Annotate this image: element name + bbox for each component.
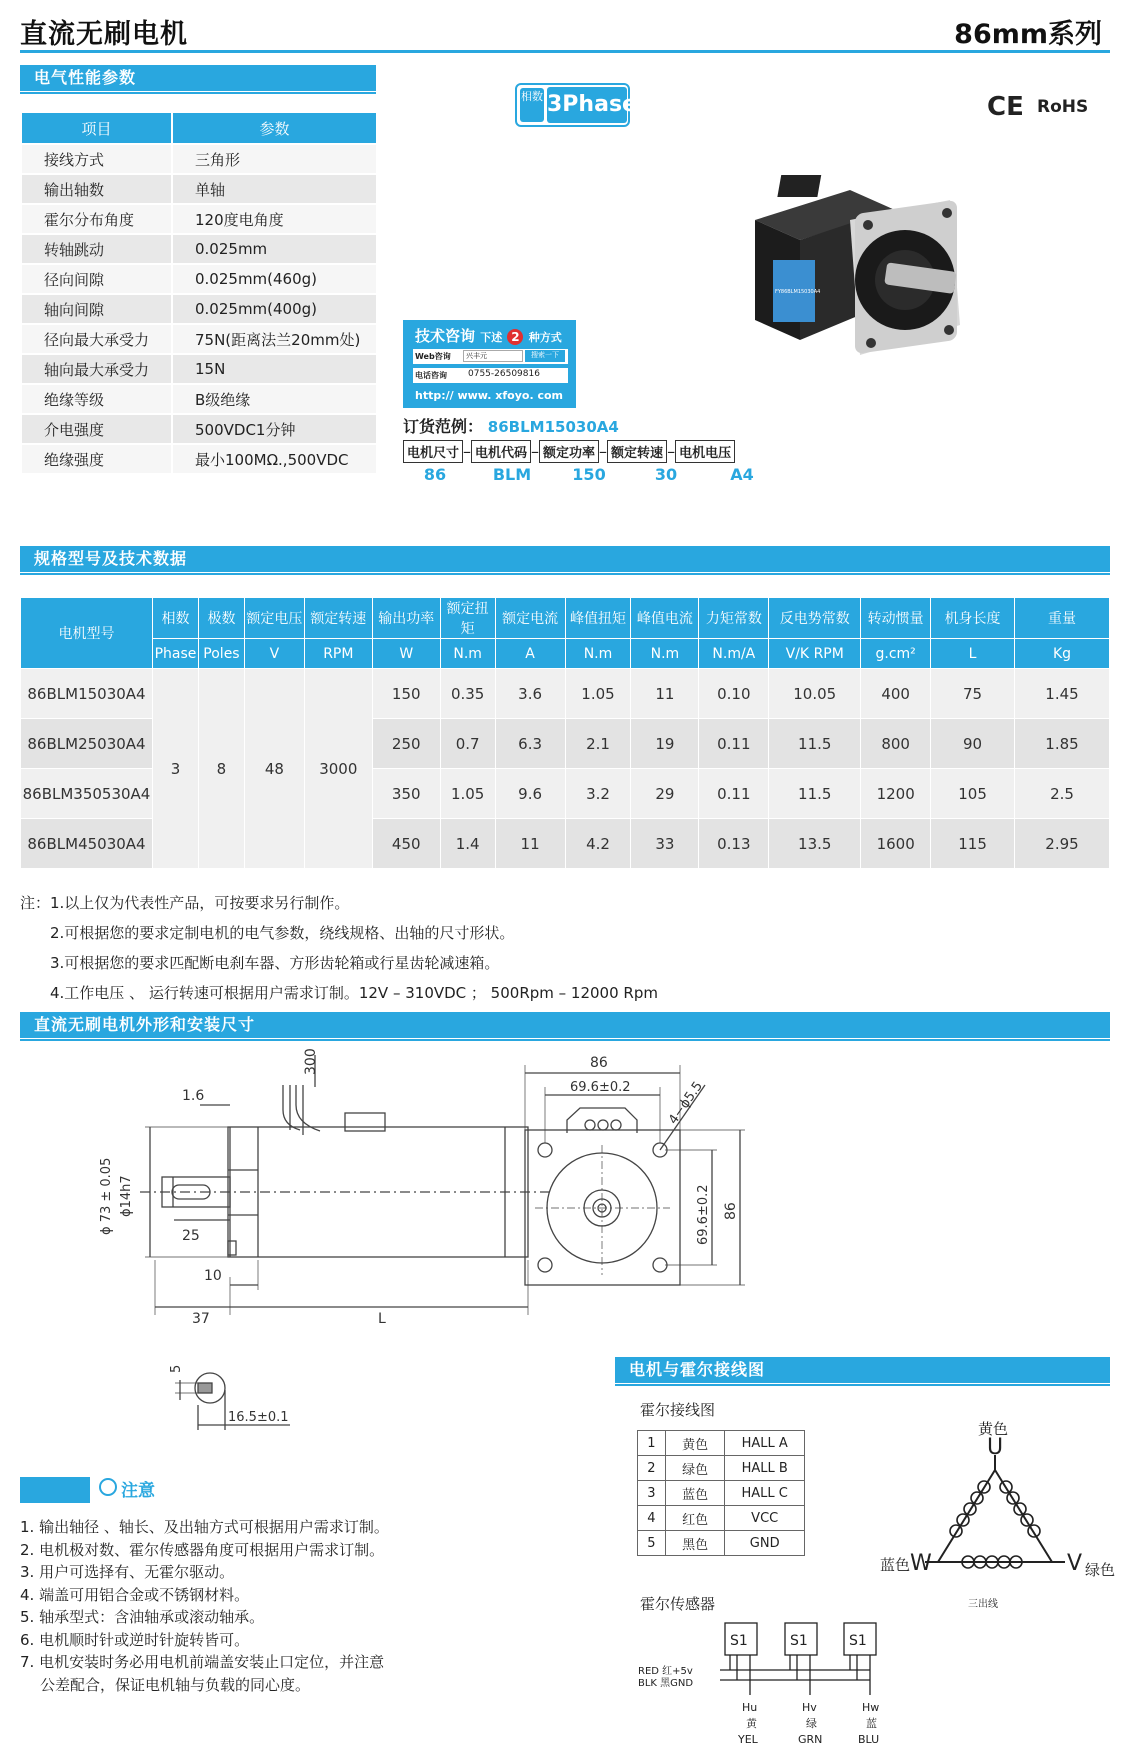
tel-label: 电话咨询 (415, 371, 447, 380)
electrical-row (21, 264, 377, 294)
section-electrical-label: 电气性能参数 (34, 68, 137, 87)
front-view-drawing (505, 1045, 765, 1290)
hall-signal: VCC (725, 1506, 805, 1531)
spec-cell: 450 (372, 819, 440, 869)
electrical-value: 120度电角度 (172, 204, 377, 234)
dim-h86: 86 (723, 1202, 739, 1220)
out-hw-cn: 蓝 (866, 1717, 877, 1730)
hall-num: 4 (638, 1506, 666, 1531)
spec-model: 86BLM25030A4 (21, 719, 153, 769)
caution-list (20, 1516, 540, 1696)
spec-header-model: 电机型号 (21, 598, 153, 669)
out-hv-en: GRN (798, 1733, 823, 1746)
spec-cell: 1.85 (1015, 719, 1110, 769)
spec-cell: 1.4 (440, 819, 495, 869)
spec-unit: A (495, 639, 565, 669)
spec-header: 机身长度 (931, 598, 1015, 639)
spec-cell: 1.05 (565, 669, 631, 719)
hall-title: 霍尔接线图 (640, 1401, 716, 1419)
order-val-code: BLM (492, 465, 532, 484)
order-part-power: 额定功率 (539, 440, 599, 463)
series-title: 86mm系列 (954, 19, 1102, 50)
dim-shaft: ϕ14h7 (119, 1175, 134, 1217)
triangle-diagram (880, 1420, 1116, 1610)
order-val-size: 86 (423, 465, 447, 484)
tech-consult-box (403, 320, 576, 408)
electrical-value: 0.025mm(460g) (172, 264, 377, 294)
hall-row (638, 1531, 805, 1556)
electrical-item: 径向间隙 (21, 264, 172, 294)
electrical-item: 输出轴数 (21, 174, 172, 204)
tri-top-label: 黄色 (978, 1420, 1009, 1438)
electrical-value: 15N (172, 354, 377, 384)
tri-right-label: 绿色 (1085, 1561, 1116, 1579)
phase-badge (515, 83, 637, 127)
caution-item-4: 4. 端盖可用铝合金或不锈钢材料。 (20, 1585, 250, 1604)
spec-unit: RPM (304, 639, 372, 669)
hall-signal: GND (725, 1531, 805, 1556)
sensor-diagram (630, 1615, 910, 1760)
dim-lead: 300 (303, 1048, 319, 1075)
sensor-2: S1 (790, 1633, 808, 1649)
sensor-blk: BLK 黑GND (638, 1678, 694, 1689)
key-detail-drawing (160, 1355, 330, 1440)
web-label: Web咨询 (415, 352, 451, 361)
electrical-value: B级绝缘 (172, 384, 377, 414)
header-rule (20, 50, 1110, 53)
hall-row (638, 1431, 805, 1456)
caution-item-1: 1. 输出轴径 、轴长、及出轴方式可根据用户需求订制。 (20, 1518, 389, 1536)
tech-sub-pre: 下述 (480, 331, 503, 344)
spec-header: 额定转速 (304, 598, 372, 639)
sensor-red: RED 红+5v (638, 1666, 693, 1677)
out-hu-cn: 黄 (746, 1717, 757, 1730)
web-search-button[interactable]: 搜索一下 (525, 350, 565, 362)
spec-cell: 11.5 (769, 769, 861, 819)
side-view-drawing (100, 1045, 500, 1355)
spec-cell: 105 (931, 769, 1015, 819)
dim-bolt: 69.6±0.2 (570, 1080, 631, 1095)
page-title: 直流无刷电机 (20, 19, 188, 50)
order-code: 86BLM15030A4 (487, 418, 619, 436)
tri-u: U (987, 1435, 1004, 1460)
note-1: 注：1.以上仅为代表性产品，可按要求另行制作。 (20, 894, 350, 912)
hall-num: 5 (638, 1531, 666, 1556)
order-label: 订货范例： (403, 417, 484, 436)
caution-item-5: 5. 轴承型式：含油轴承或滚动轴承。 (20, 1608, 265, 1626)
spec-cell: 29 (631, 769, 699, 819)
spec-header: 极数 (198, 598, 244, 639)
motor-photo (735, 165, 970, 395)
electrical-item: 介电强度 (21, 414, 172, 444)
spec-header: 反电势常数 (769, 598, 861, 639)
electrical-row (21, 384, 377, 414)
dim-keyw: 16.5±0.1 (228, 1410, 289, 1425)
spec-cell: 2.1 (565, 719, 631, 769)
hall-signal: HALL C (725, 1481, 805, 1506)
spec-cell: 10.05 (769, 669, 861, 719)
note-3: 3.可根据您的要求匹配断电刹车器、方形齿轮箱或行星齿轮减速箱。 (50, 954, 500, 972)
spec-cell: 19 (631, 719, 699, 769)
caution-item-7: 7. 电机安装时务必用电机前端盖安装止口定位，并注意 (20, 1653, 385, 1671)
spec-cell: 1.45 (1015, 669, 1110, 719)
electrical-row (21, 144, 377, 174)
spec-cell: 6.3 (495, 719, 565, 769)
dim-hole: 4−ϕ5.5 (665, 1079, 707, 1128)
hall-signal: HALL B (725, 1456, 805, 1481)
spec-model: 86BLM45030A4 (21, 819, 153, 869)
spec-cell: 9.6 (495, 769, 565, 819)
out-hu-en: YEL (738, 1733, 758, 1746)
spec-header: 额定电流 (495, 598, 565, 639)
spec-unit: N.m/A (699, 639, 769, 669)
note-4: 4.工作电压 、 运行转速可根据用户需求订制。12V – 310VDC ； 500Rpm – 12000 Rpm (50, 984, 658, 1002)
spec-cell: 13.5 (769, 819, 861, 869)
spec-header: 相数 (152, 598, 198, 639)
caution-title: 注意 (121, 1481, 155, 1501)
notes (20, 888, 1110, 1008)
electrical-item: 绝缘等级 (21, 384, 172, 414)
hall-num: 2 (638, 1456, 666, 1481)
spec-unit: V (244, 639, 304, 669)
spec-cell: 150 (372, 669, 440, 719)
electrical-row (21, 294, 377, 324)
spec-header: 力矩常数 (699, 598, 769, 639)
electrical-row (21, 444, 377, 474)
sensor-1: S1 (730, 1633, 748, 1649)
spec-cell: 3.2 (565, 769, 631, 819)
caution-item-3: 3. 用户可选择有、无霍尔驱动。 (20, 1563, 235, 1581)
spec-header: 转动惯量 (861, 598, 931, 639)
electrical-item: 轴向间隙 (21, 294, 172, 324)
spec-cell: 3.6 (495, 669, 565, 719)
tri-v: V (1067, 1551, 1083, 1576)
phase-badge-small: 相数 (520, 88, 544, 122)
phase-badge-label: 3Phase (547, 87, 627, 123)
section-dims-label: 直流无刷电机外形和安装尺寸 (34, 1015, 256, 1034)
electrical-item: 径向最大承受力 (21, 324, 172, 354)
spec-shared-phase: 3 (152, 669, 198, 869)
electrical-value: 最小100MΩ.,500VDC (172, 444, 377, 474)
spec-cell: 90 (931, 719, 1015, 769)
spec-unit: N.m (565, 639, 631, 669)
hall-num: 1 (638, 1431, 666, 1456)
hall-color: 黑色 (665, 1531, 725, 1556)
spec-header: 重量 (1015, 598, 1110, 639)
electrical-value: 单轴 (172, 174, 377, 204)
spec-cell: 1.05 (440, 769, 495, 819)
section-wiring-label: 电机与霍尔接线图 (629, 1360, 766, 1379)
tech-sub-num: 2 (507, 329, 523, 345)
out-hv-cn: 绿 (806, 1717, 817, 1730)
tech-title: 技术咨询 (415, 327, 476, 345)
spec-unit: N.m (631, 639, 699, 669)
caution-item-6: 6. 电机顺时针或逆时针旋转皆可。 (20, 1630, 250, 1649)
spec-cell: 0.35 (440, 669, 495, 719)
sensor-title: 霍尔传感器 (640, 1595, 716, 1613)
electrical-item: 霍尔分布角度 (21, 204, 172, 234)
spec-cell: 33 (631, 819, 699, 869)
electrical-value: 0.025mm(400g) (172, 294, 377, 324)
spec-cell: 75 (931, 669, 1015, 719)
hall-row (638, 1506, 805, 1531)
tri-left-label: 蓝色 (880, 1556, 911, 1574)
order-part-speed: 额定转速 (607, 440, 667, 463)
electrical-row (21, 174, 377, 204)
order-val-speed: 30 (654, 465, 678, 484)
electrical-row (21, 234, 377, 264)
hall-row (638, 1456, 805, 1481)
spec-cell: 0.10 (699, 669, 769, 719)
spec-cell: 0.7 (440, 719, 495, 769)
web-search-input[interactable]: 兴丰元 (463, 350, 523, 362)
dim-25: 25 (182, 1228, 200, 1244)
order-val-voltage: A4 (730, 465, 754, 484)
order-parts: 电机尺寸 – 电机代码 – 额定功率 – 额定转速 – 电机电压 (403, 440, 735, 463)
hall-color: 蓝色 (665, 1481, 725, 1506)
spec-unit: g.cm² (861, 639, 931, 669)
hall-color: 绿色 (665, 1456, 725, 1481)
spec-unit: N.m (440, 639, 495, 669)
spec-cell: 2.95 (1015, 819, 1110, 869)
dim-h69: 69.6±0.2 (696, 1184, 711, 1245)
electrical-item: 绝缘强度 (21, 444, 172, 474)
electrical-item: 接线方式 (21, 144, 172, 174)
spec-header: 额定扭矩 (440, 598, 495, 639)
electrical-header-param: 参数 (172, 112, 377, 144)
dim-L: L (378, 1311, 386, 1327)
spec-shared-poles: 8 (198, 669, 244, 869)
spec-unit: W (372, 639, 440, 669)
hall-num: 3 (638, 1481, 666, 1506)
spec-cell: 0.11 (699, 719, 769, 769)
electrical-value: 75N(距离法兰20mm处) (172, 324, 377, 354)
dim-10: 10 (204, 1268, 222, 1284)
order-part-voltage: 电机电压 (675, 440, 735, 463)
out-hw-en: BLU (858, 1733, 880, 1746)
spec-cell: 11 (495, 819, 565, 869)
order-val-power: 150 (572, 465, 606, 484)
tri-caption: 三出线 (968, 1599, 998, 1610)
spec-cell: 800 (861, 719, 931, 769)
caution-item-2: 2. 电机极对数、霍尔传感器角度可根据用户需求订制。 (20, 1540, 385, 1559)
spec-cell: 2.5 (1015, 769, 1110, 819)
out-hv: Hv (802, 1701, 817, 1714)
hall-color: 黄色 (665, 1431, 725, 1456)
dim-flange: 1.6 (182, 1088, 205, 1104)
spec-model: 86BLM15030A4 (21, 669, 153, 719)
spec-cell: 400 (861, 669, 931, 719)
rohs-mark: RoHS (1037, 97, 1089, 117)
electrical-header-row (21, 112, 377, 144)
spec-cell: 11 (631, 669, 699, 719)
order-part-code: 电机代码 (471, 440, 531, 463)
spec-unit-row (21, 639, 1110, 669)
spec-table (20, 597, 1110, 869)
spec-shared-voltage: 48 (244, 669, 304, 869)
electrical-table (20, 111, 378, 475)
tri-w: W (910, 1551, 932, 1576)
order-example (403, 414, 619, 437)
hall-row (638, 1481, 805, 1506)
spec-cell: 0.11 (699, 769, 769, 819)
electrical-item: 转轴跳动 (21, 234, 172, 264)
electrical-item: 轴向最大承受力 (21, 354, 172, 384)
spec-model: 86BLM350530A4 (21, 769, 153, 819)
out-hu: Hu (742, 1701, 758, 1714)
section-wiring (615, 1357, 1110, 1383)
spec-header: 峰值扭矩 (565, 598, 631, 639)
spec-cell: 1600 (861, 819, 931, 869)
spec-unit: Poles (198, 639, 244, 669)
dim-dia: ϕ 73 ± 0.05 (99, 1157, 114, 1235)
spec-header-row (21, 598, 1110, 639)
spec-cell: 250 (372, 719, 440, 769)
sensor-3: S1 (849, 1633, 867, 1649)
section-electrical (20, 65, 376, 91)
hall-table (637, 1430, 805, 1556)
tel-number: 0755-26509816 (468, 369, 540, 379)
hall-color: 红色 (665, 1506, 725, 1531)
electrical-row (21, 324, 377, 354)
spec-cell: 11.5 (769, 719, 861, 769)
spec-shared-speed: 3000 (304, 669, 372, 869)
electrical-row (21, 414, 377, 444)
note-2: 2.可根据您的要求定制电机的电气参数，绕线规格、出轴的尺寸形状。 (50, 924, 515, 942)
spec-cell: 1200 (861, 769, 931, 819)
spec-header: 输出功率 (372, 598, 440, 639)
spec-cell: 115 (931, 819, 1015, 869)
spec-unit: L (931, 639, 1015, 669)
section-spec (20, 546, 1110, 572)
electrical-header-item: 项目 (21, 112, 172, 144)
section-dims (20, 1012, 1110, 1038)
dim-37: 37 (192, 1311, 210, 1327)
electrical-value: 0.025mm (172, 234, 377, 264)
spec-cell: 4.2 (565, 819, 631, 869)
electrical-value: 500VDC1分钟 (172, 414, 377, 444)
spec-header: 额定电压 (244, 598, 304, 639)
caution-item-7b: 公差配合，保证电机轴与负载的同心度。 (40, 1675, 311, 1694)
order-part-size: 电机尺寸 (403, 440, 463, 463)
tech-sub-post: 种方式 (528, 331, 562, 344)
electrical-value: 三角形 (172, 144, 377, 174)
out-hw: Hw (862, 1701, 880, 1714)
caution-bar (20, 1477, 90, 1503)
spec-cell: 0.13 (699, 819, 769, 869)
caution-icon (99, 1478, 117, 1496)
spec-cell: 350 (372, 769, 440, 819)
section-spec-label: 规格型号及技术数据 (34, 549, 188, 568)
tech-url[interactable]: http:// www. xfoyo. com (415, 389, 563, 402)
nameplate-text: FY86BLM15030A4 (775, 289, 821, 295)
spec-row (21, 669, 1110, 719)
electrical-row (21, 204, 377, 234)
dim-w86: 86 (590, 1055, 608, 1071)
electrical-row (21, 354, 377, 384)
spec-unit: Phase (152, 639, 198, 669)
spec-unit: Kg (1015, 639, 1110, 669)
spec-header: 峰值电流 (631, 598, 699, 639)
dim-key: 5 (169, 1364, 184, 1373)
ce-mark: CE (987, 92, 1024, 122)
spec-unit: V/K RPM (769, 639, 861, 669)
hall-signal: HALL A (725, 1431, 805, 1456)
